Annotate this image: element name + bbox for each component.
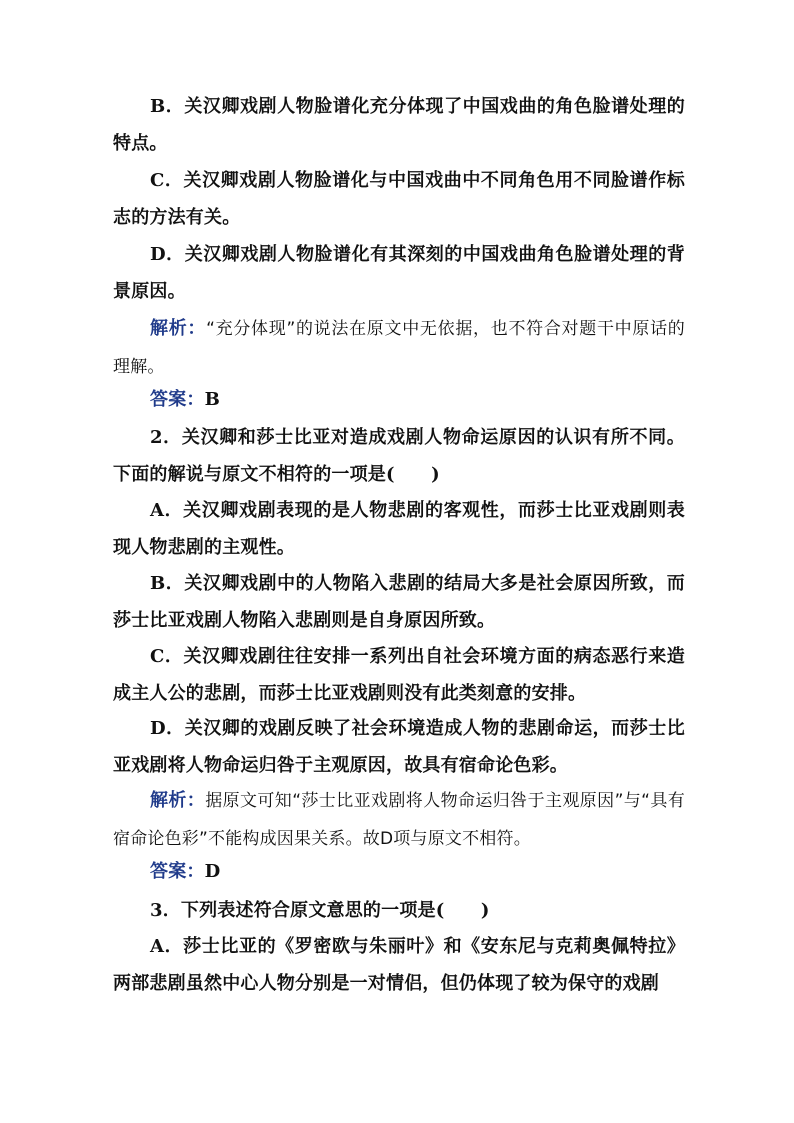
analysis-text: 据原文可知“莎士比亚戏剧将人物命运归咎于主观原因”与“具有宿命论色彩”不能构成因果关系。故D项与原文不相符。 — [113, 791, 685, 849]
q1-option-b: B．关汉卿戏剧人物脸谱化充分体现了中国戏曲的角色脸谱处理的特点。 — [113, 96, 685, 154]
q2-stem: 2．关汉卿和莎士比亚对造成戏剧人物命运原因的认识有所不同。下面的解说与原文不相符的一项是( ) — [113, 427, 685, 485]
answer-value: B — [204, 389, 221, 410]
analysis-label: 解析： — [150, 318, 207, 339]
q2-option-c: C．关汉卿戏剧往往安排一系列出自社会环境方面的病态恶行来造成主人公的悲剧，而莎士比亚戏剧则没有此类刻意的安排。 — [113, 646, 685, 704]
analysis-label: 解析： — [150, 790, 206, 811]
q3-option-a: A．莎士比亚的《罗密欧与朱丽叶》和《安东尼与克莉奥佩特拉》两部悲剧虽然中心人物分别是一对情侣，但仍体现了较为保守的戏剧 — [113, 936, 685, 994]
answer-label: 答案： — [150, 389, 205, 410]
q1-option-d: D．关汉卿戏剧人物脸谱化有其深刻的中国戏曲角色脸谱处理的背景原因。 — [113, 244, 685, 302]
analysis-text: “充分体现”的说法在原文中无依据，也不符合对题干中原话的理解。 — [113, 319, 685, 377]
answer-label: 答案： — [150, 861, 205, 882]
answer-value: D — [204, 861, 221, 882]
q2-option-a: A．关汉卿戏剧表现的是人物悲剧的客观性，而莎士比亚戏剧则表现人物悲剧的主观性。 — [113, 500, 685, 558]
q1-analysis — [113, 310, 685, 386]
q2-analysis — [113, 782, 685, 858]
q1-option-c: C．关汉卿戏剧人物脸谱化与中国戏曲中不同角色用不同脸谱作标志的方法有关。 — [113, 170, 685, 228]
q2-option-b: B．关汉卿戏剧中的人物陷入悲剧的结局大多是社会原因所致，而莎士比亚戏剧人物陷入悲剧则是自身原因所致。 — [113, 573, 685, 631]
q2-answer — [113, 853, 685, 890]
q2-option-d: D．关汉卿的戏剧反映了社会环境造成人物的悲剧命运，而莎士比亚戏剧将人物命运归咎于主观原因，故具有宿命论色彩。 — [113, 718, 685, 776]
q1-answer — [113, 381, 685, 418]
q3-stem: 3．下列表述符合原文意思的一项是( ) — [150, 900, 490, 921]
